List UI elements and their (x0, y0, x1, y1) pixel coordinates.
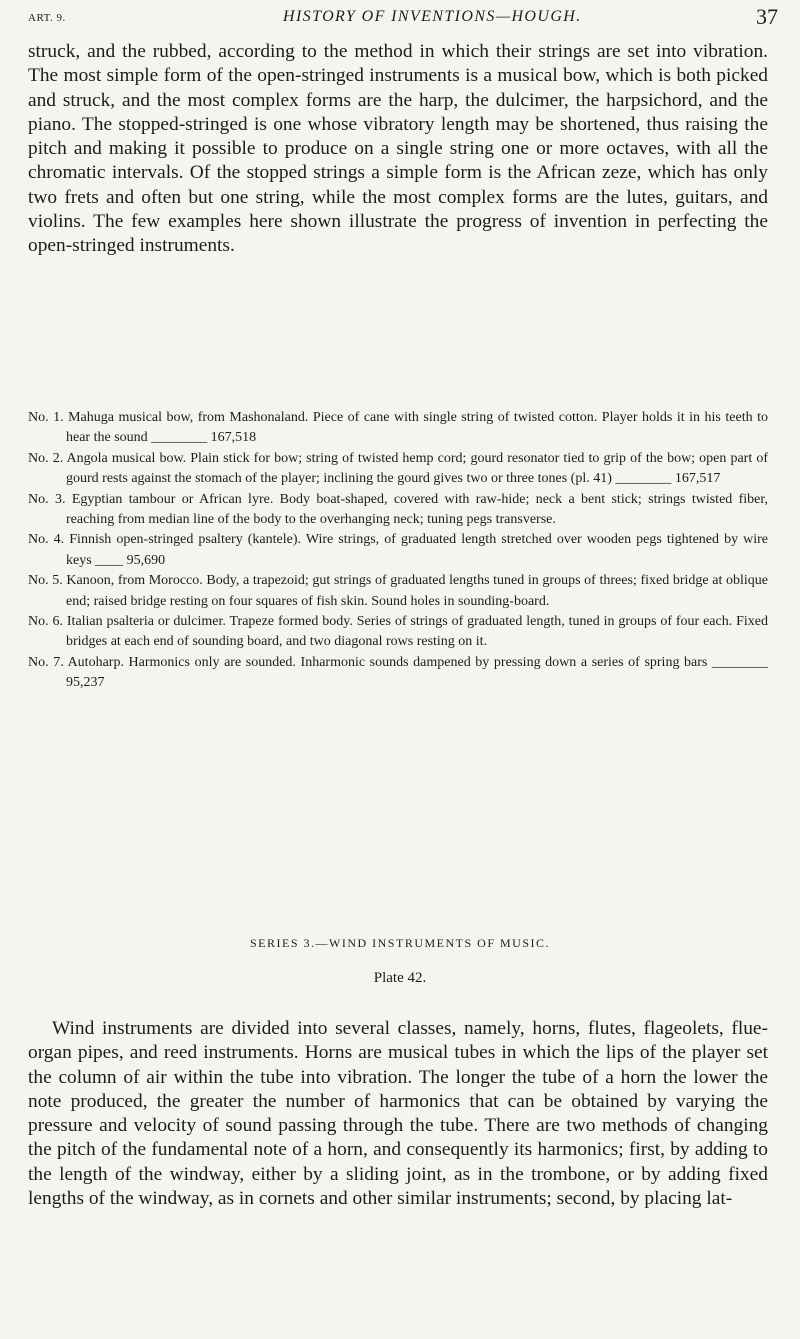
item-description: Kanoon, from Morocco. Body, a trapezoid; gut strings of graduated lengths tuned in groups of threes; fixed bridge at oblique end; raised bridge resting on four squares of fish skin. Sound holes in sounding-board. (66, 573, 768, 609)
instrument-list (28, 408, 768, 694)
item-number: No. 5. (28, 573, 63, 589)
item-description: Italian psalteria or dulcimer. Trapeze formed body. Series of strings of graduated length, tuned in groups of four each. Fixed bridges at each end of sounding board, and two diagonal rows resting on it. (66, 614, 768, 650)
item-description: Autoharp. Harmonics only are sounded. Inharmonic sounds dampened by pressing down a series of spring bars (67, 654, 708, 670)
item-description: Finnish open-stringed psaltery (kantele). Wire strings, of graduated length stretched over wooden pegs tightened by wire keys (66, 532, 769, 568)
item-number: No. 6. (28, 614, 63, 630)
page-number: 37 (756, 4, 778, 29)
plate-reference: Plate 42. (373, 970, 427, 986)
item-description: Mahuga musical bow, from Mashonaland. Piece of cane with single string of twisted cotton. Player holds it in his teeth to hear the sound (66, 410, 768, 446)
list-item: No. 4. Finnish open-stringed psaltery (kantele). Wire strings, of graduated length stretched over wooden pegs tightened by wire keys ____ 95,690 (28, 532, 769, 568)
accession-number: 167,517 (674, 471, 721, 487)
item-number: No. 1. (28, 410, 64, 425)
accession-number: 95,690 (126, 552, 166, 568)
wind-instruments-paragraph: Wind instruments are divided into several classes, namely, horns, flutes, flageolets, flue-organ pipes, and reed instruments. Horns are musical tubes in which the lips of the player set the column of air within the tube into vibration. The longer the tube of a horn the lower the note produced, the greater the number of harmonics that can be obtained by varying the pressure and velocity of sound passing through the tube. There are two methods of changing the pitch of the fundamental note of a horn, and consequently its harmonics; first, by adding to the length of the windway, either by a sliding joint, as in the trombone, or by adding fixed lengths of the windway, as in cornets and other similar instruments; second, by placing lat- (28, 1018, 768, 1210)
running-header (28, 4, 778, 30)
article-label: ART. 9. (28, 12, 66, 24)
list-item: No. 1. Mahuga musical bow, from Mashonaland. Piece of cane with single string of twisted cotton. Player holds it in his teeth to hear the sound ________ 167,518 (28, 410, 768, 446)
accession-number: 95,237 (66, 675, 105, 691)
series-heading: SERIES 3.—WIND INSTRUMENTS OF MUSIC. (249, 936, 551, 950)
item-number: No. 7. (28, 654, 64, 670)
item-description: Egyptian tambour or African lyre. Body boat-shaped, covered with raw-hide; neck a bent stick; strings twisted fiber, reaching from median line of the body to the overhanging neck; tuning pegs transverse. (66, 491, 769, 528)
list-item (28, 490, 768, 531)
item-description: Angola musical bow. Plain stick for bow; string of twisted hemp cord; gourd resonator tied to grip of the bow; open part of gourd rests against the stomach of the player; inclining the gourd gives two or three tones (pl. 41) (66, 450, 768, 487)
intro-paragraph: struck, and the rubbed, according to the method in which their strings are set into vibration. The most simple form of the open-stringed instruments is a musical bow, which is both picked and struck, and the most complex forms are the harp, the dulcimer, the harpsichord, and the piano. The stopped-stringed is one whose vibratory length may be shortened, thus raising the pitch and making it possible to produce on a single string one or more octaves, with all the chromatic intervals. Of the stopped strings a simple form is the African zeze, which has only two frets and often but one string, while the most complex forms are the lutes, guitars, and violins. The few examples here shown illustrate the progress of invention in perfecting the open-stringed instruments. (28, 41, 768, 257)
running-title: HISTORY OF INVENTIONS—HOUGH. (283, 8, 582, 25)
item-number: No. 3. (28, 491, 66, 507)
item-number: No. 4. (28, 532, 65, 548)
list-item (28, 612, 768, 653)
list-item (28, 571, 768, 612)
list-item: No. 2. Angola musical bow. Plain stick for bow; string of twisted hemp cord; gourd resonator tied to grip of the bow; open part of gourd rests against the stomach of the player; inclining the gourd gives two or three tones (pl. 41) ________ 167,517 (28, 450, 768, 487)
list-item: No. 7. Autoharp. Harmonics only are sounded. Inharmonic sounds dampened by pressing down a series of spring bars ________ 95,237 (28, 654, 768, 691)
item-number: No. 2. (28, 450, 64, 466)
accession-number: 167,518 (210, 430, 257, 446)
